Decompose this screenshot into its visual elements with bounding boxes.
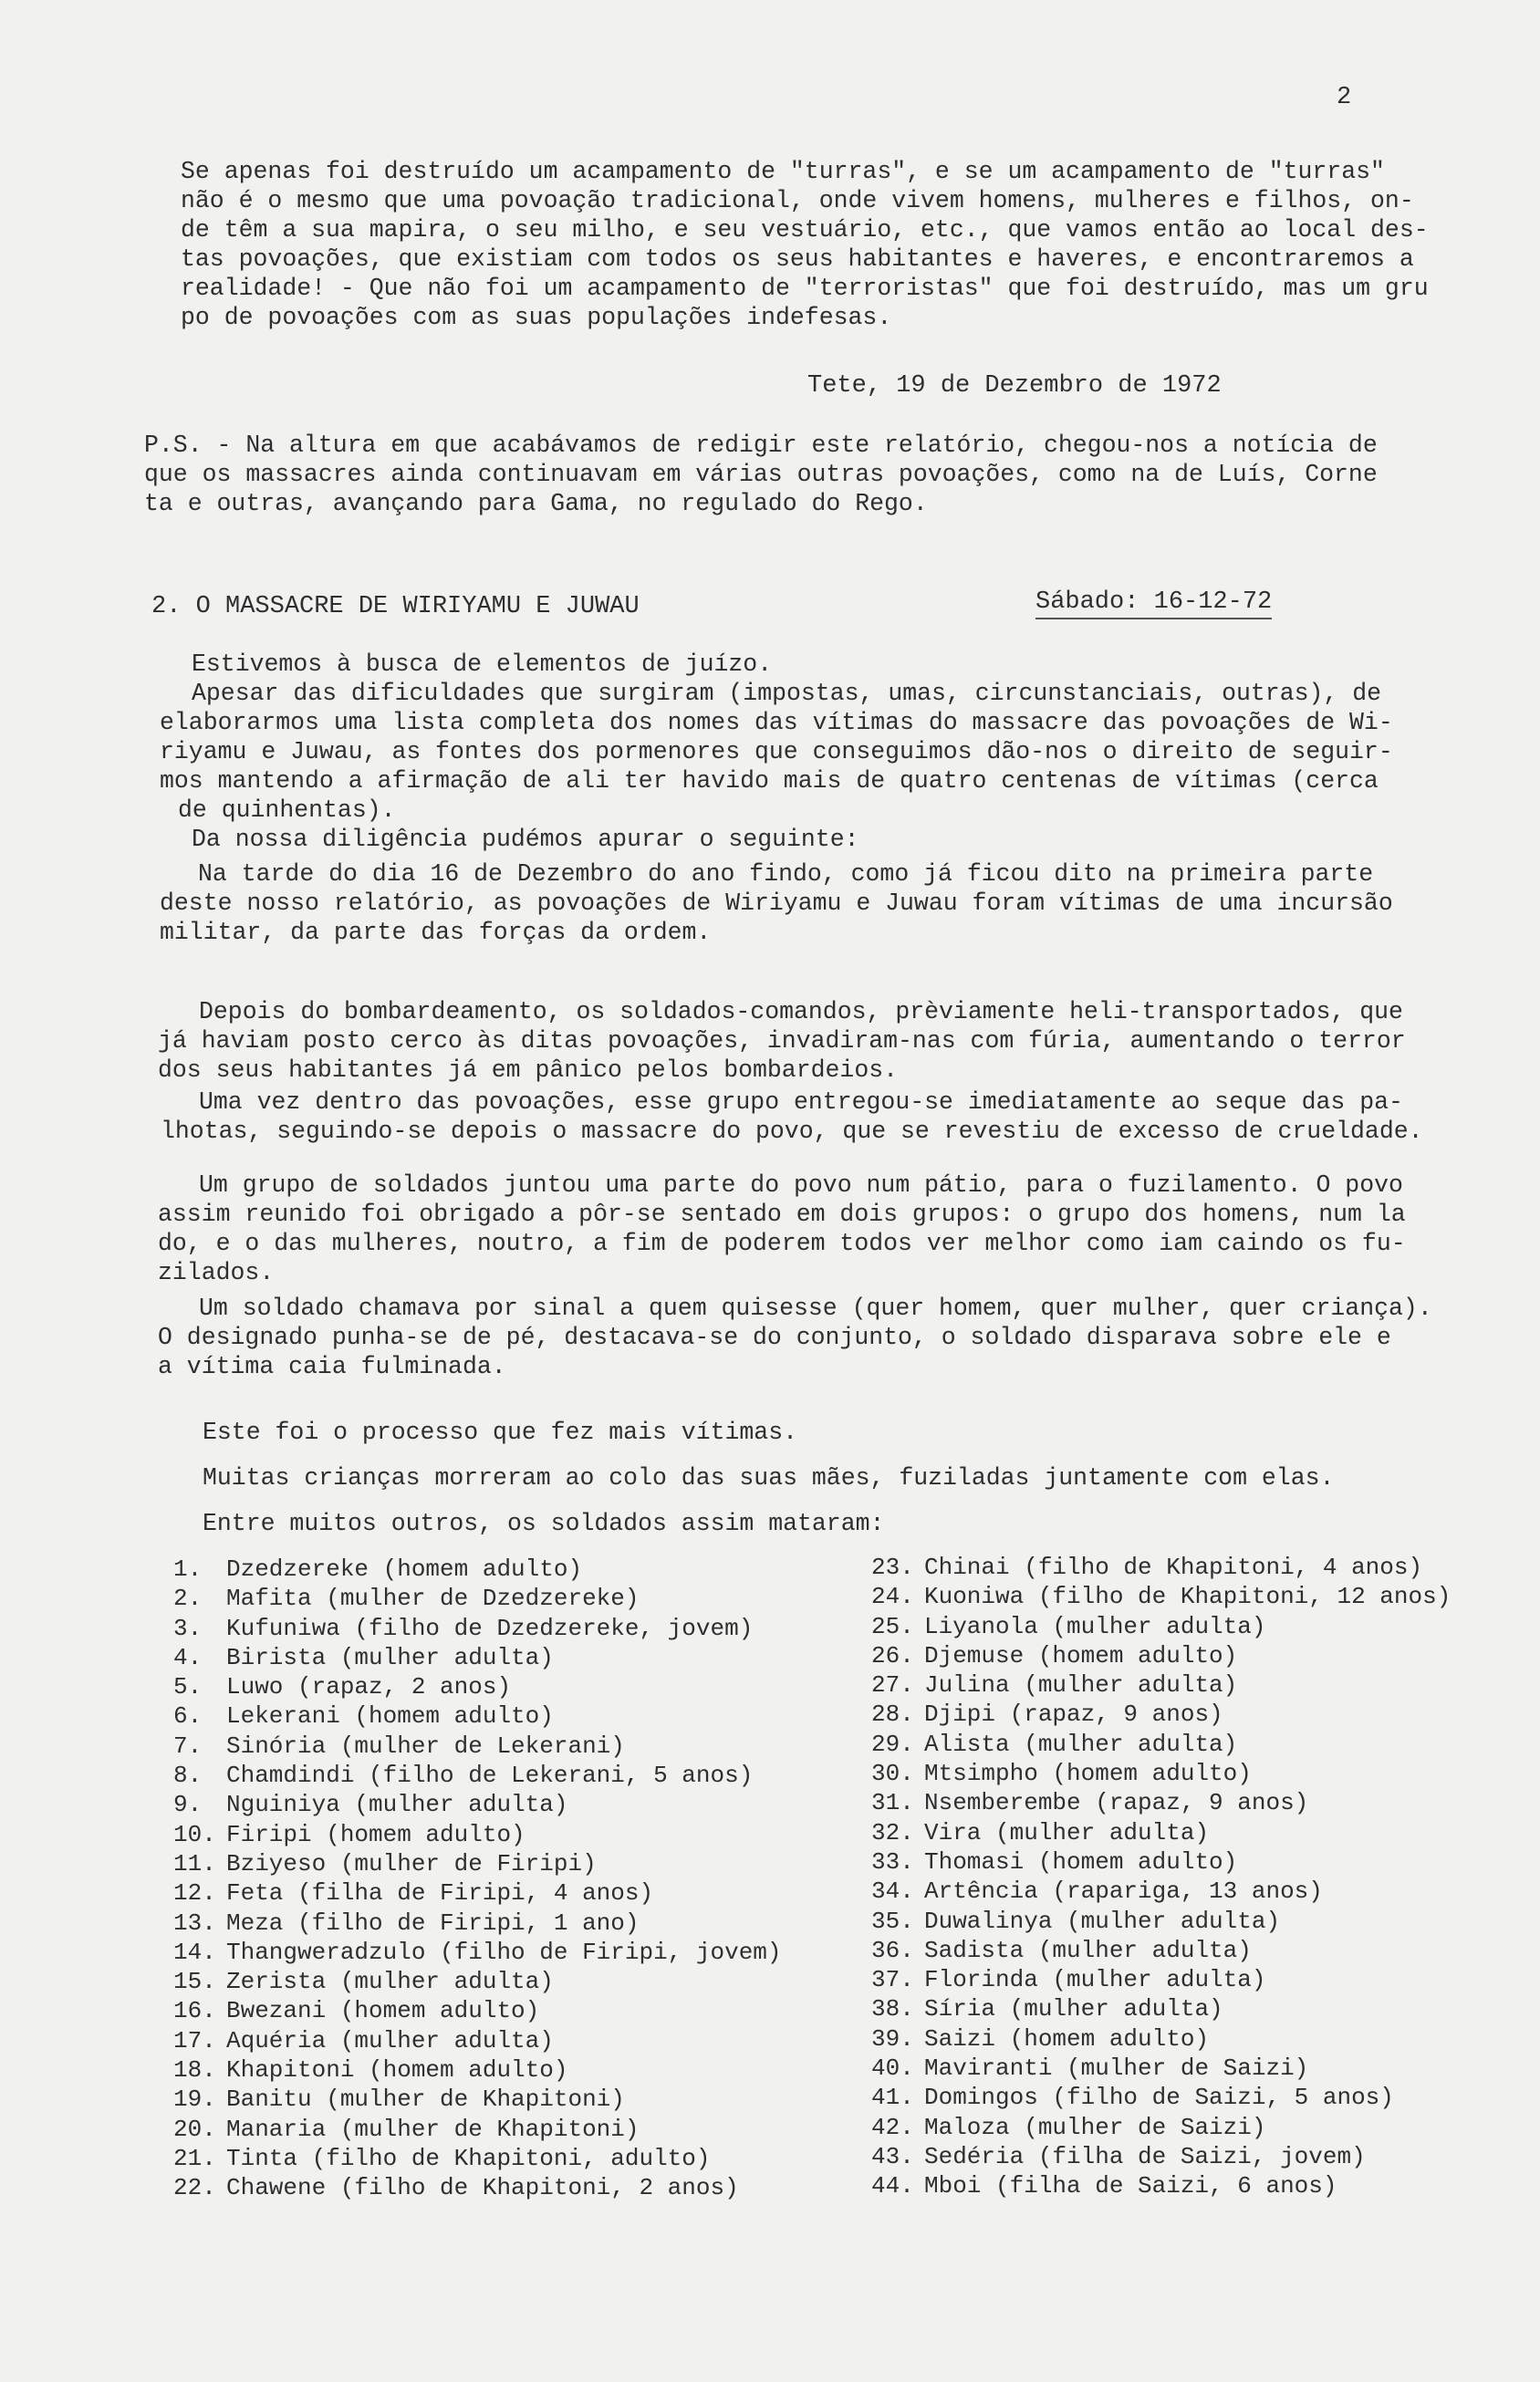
bombing-paragraph (158, 997, 1406, 1085)
victims-list-left (173, 1555, 782, 2203)
text-line: Uma vez dentro das povoações, esse grupo entregou-se imediatamente ao seque das pa- (199, 1088, 1403, 1116)
text-line: dos seus habitantes já em pânico pelos bombardeios. (158, 1056, 899, 1084)
list-item: 32. Vira (mulher adulta) (871, 1818, 1210, 1846)
list-item: 18. Khapitoni (homem adulto) (173, 2056, 568, 2085)
list-item: 23. Chinai (filho de Khapitoni, 4 anos) (871, 1554, 1423, 1581)
text-line: Apesar das dificuldades que surgiram (impostas, umas, circunstanciais, outras), de (192, 680, 1382, 707)
text-line: Muitas crianças morreram ao colo das suas mães, fuziladas juntamente com elas. (203, 1464, 1335, 1492)
text-line: já haviam posto cerco às ditas povoações, invadiram-nas com fúria, aumentando o terror (158, 1027, 1406, 1055)
list-item: 17. Aquéria (mulher adulta) (173, 2026, 554, 2054)
text-line: po de povoações com as suas populações indefesas. (181, 304, 892, 331)
text-line: Estivemos à busca de elementos de juízo. (192, 650, 773, 678)
text-line: Um soldado chamava por sinal a quem quisesse (quer homem, quer mulher, quer criança). (199, 1295, 1432, 1322)
list-item: 43. Sedéria (filha de Saizi, jovem) (871, 2142, 1366, 2170)
list-item: 39. Saizi (homem adulto) (871, 2024, 1210, 2053)
list-item: 40. Maviranti (mulher de Saizi) (871, 2054, 1309, 2083)
text-line: lhotas, seguindo-se depois o massacre do povo, que se revestiu de excesso de crueldade. (161, 1118, 1423, 1145)
list-item: 24. Kuoniwa (filho de Khapitoni, 12 anos) (871, 1583, 1452, 1611)
list-item: 28. Djipi (rapaz, 9 anos) (871, 1701, 1223, 1729)
list-item: 8. Chamdindi (filho de Lekerani, 5 anos) (173, 1762, 754, 1790)
text-line: deste nosso relatório, as povoações de Wiriyamu e Juwau foram vítimas de uma incursão (160, 889, 1393, 917)
list-item: 21. Tinta (filho de Khapitoni, adulto) (173, 2144, 711, 2172)
looting-paragraph (161, 1087, 1423, 1146)
groups-paragraph (158, 1170, 1406, 1287)
list-item: 22. Chawene (filho de Khapitoni, 2 anos) (173, 2174, 739, 2202)
text-line: de têm a sua mapira, o seu milho, e seu vestuário, etc., que vamos então ao local des- (181, 216, 1429, 244)
list-item: 19. Banitu (mulher de Khapitoni) (173, 2086, 625, 2114)
text-line: Depois do bombardeamento, os soldados-comandos, prèviamente heli-transportados, que (199, 998, 1403, 1025)
list-item: 26. Djemuse (homem adulto) (871, 1641, 1238, 1669)
list-item: 12. Feta (filha de Firipi, 4 anos) (173, 1879, 654, 1908)
text-line: riyamu e Juwau, as fontes dos pormenores que conseguimos dão-nos o direito de seguir- (160, 738, 1393, 765)
investigation-paragraph (160, 650, 1393, 854)
list-item: 31. Nsemberembe (rapaz, 9 anos) (871, 1789, 1309, 1817)
text-line: Um grupo de soldados juntou uma parte do povo num pátio, para o fuzilamento. O povo (199, 1171, 1403, 1199)
list-item: 9. Nguiniya (mulher adulta) (173, 1791, 568, 1819)
section-title: 2. O MASSACRE DE WIRIYAMU E JUWAU (151, 593, 640, 620)
list-item: 35. Duwalinya (mulher adulta) (871, 1907, 1281, 1935)
text-line: assim reunido foi obrigado a pôr-se sentado em dois grupos: o grupo dos homens, num la (158, 1201, 1406, 1228)
list-item: 10. Firipi (homem adulto) (173, 1820, 525, 1848)
text-line: O designado punha-se de pé, destacava-se do conjunto, o soldado disparava sobre ele e (158, 1324, 1391, 1351)
intro-paragraph (181, 157, 1449, 332)
text-line: Entre muitos outros, os soldados assim mataram: (203, 1510, 885, 1537)
list-item: 41. Domingos (filho de Saizi, 5 anos) (871, 2084, 1394, 2112)
list-item: 15. Zerista (mulher adulta) (173, 1968, 554, 1996)
signal-paragraph (158, 1294, 1432, 1381)
list-item: 6. Lekerani (homem adulto) (173, 1702, 554, 1731)
page-number: 2 (1337, 84, 1352, 111)
text-line: Este foi o processo que fez mais vítimas. (203, 1419, 798, 1446)
list-item: 14. Thangweradzulo (filho de Firipi, jovem) (173, 1938, 782, 1966)
text-line: a vítima caia fulminada. (158, 1353, 506, 1380)
list-item: 33. Thomasi (homem adulto) (871, 1847, 1238, 1876)
list-item: 4. Birista (mulher adulta) (173, 1643, 554, 1671)
list-item: 13. Meza (filho de Firipi, 1 ano) (173, 1909, 640, 1937)
list-item: 37. Florinda (mulher adulta) (871, 1966, 1266, 1994)
text-line: de quinhentas). (178, 796, 396, 824)
date-line: Tete, 19 de Dezembro de 1972 (807, 372, 1222, 400)
list-item: 44. Mboi (filha de Saizi, 6 anos) (871, 2172, 1337, 2200)
text-line: zilados. (158, 1259, 275, 1286)
list-item: 2. Mafita (mulher de Dzedzereke) (173, 1585, 640, 1613)
list-item: 42. Maloza (mulher de Saizi) (871, 2113, 1266, 2141)
closing-paragraph (203, 1409, 1334, 1546)
text-line: mos mantendo a afirmação de ali ter havido mais de quatro centenas de vítimas (cerca (160, 767, 1379, 795)
list-item: 20. Manaria (mulher de Khapitoni) (173, 2115, 640, 2143)
list-item: 1. Dzedzereke (homem adulto) (173, 1555, 583, 1583)
postscript (144, 431, 1378, 518)
text-line: P.S. - Na altura em que acabávamos de redigir este relatório, chegou-nos a notícia de (144, 432, 1378, 459)
list-item: 25. Liyanola (mulher adulta) (871, 1612, 1266, 1640)
section-date: Sábado: 16-12-72 (1035, 588, 1272, 619)
list-item: 29. Alista (mulher adulta) (871, 1730, 1238, 1758)
list-item: 16. Bwezani (homem adulto) (173, 1997, 540, 2025)
attack-paragraph (160, 859, 1393, 947)
list-item: 5. Luwo (rapaz, 2 anos) (173, 1673, 512, 1701)
victims-list-right (871, 1553, 1451, 2201)
list-item: 30. Mtsimpho (homem adulto) (871, 1760, 1252, 1788)
list-item: 38. Síria (mulher adulta) (871, 1995, 1223, 2023)
text-line: Na tarde do dia 16 de Dezembro do ano findo, como já ficou dito na primeira parte (198, 860, 1374, 888)
text-line: do, e o das mulheres, noutro, a fim de poderem todos ver melhor como iam caindo os fu- (158, 1230, 1406, 1257)
list-item: 11. Bziyeso (mulher de Firipi) (173, 1849, 597, 1878)
text-line: Da nossa diligência pudémos apurar o seguinte: (192, 826, 859, 853)
list-item: 3. Kufuniwa (filho de Dzedzereke, jovem) (173, 1614, 754, 1642)
list-item: 34. Artência (rapariga, 13 anos) (871, 1878, 1323, 1906)
list-item: 36. Sadista (mulher adulta) (871, 1936, 1252, 1964)
text-line: elaborarmos uma lista completa dos nomes das vítimas do massacre das povoações de Wi- (160, 709, 1393, 736)
text-line: militar, da parte das forças da ordem. (160, 919, 712, 946)
text-line: ta e outras, avançando para Gama, no regulado do Rego. (144, 490, 928, 517)
text-line: realidade! - Que não foi um acampamento de "terroristas" que foi destruído, mas um gru (181, 275, 1429, 302)
text-line: que os massacres ainda continuavam em várias outras povoações, como na de Luís, Corne (144, 461, 1378, 488)
list-item: 7. Sinória (mulher de Lekerani) (173, 1732, 625, 1760)
text-line: tas povoações, que existiam com todos os seus habitantes e haveres, e encontraremos a (181, 245, 1414, 273)
list-item: 27. Julina (mulher adulta) (871, 1671, 1238, 1700)
text-line: Se apenas foi destruído um acampamento de "turras", e se um acampamento de "turras" (181, 158, 1385, 185)
text-line: não é o mesmo que uma povoação tradicional, onde vivem homens, mulheres e filhos, on- (181, 187, 1414, 214)
